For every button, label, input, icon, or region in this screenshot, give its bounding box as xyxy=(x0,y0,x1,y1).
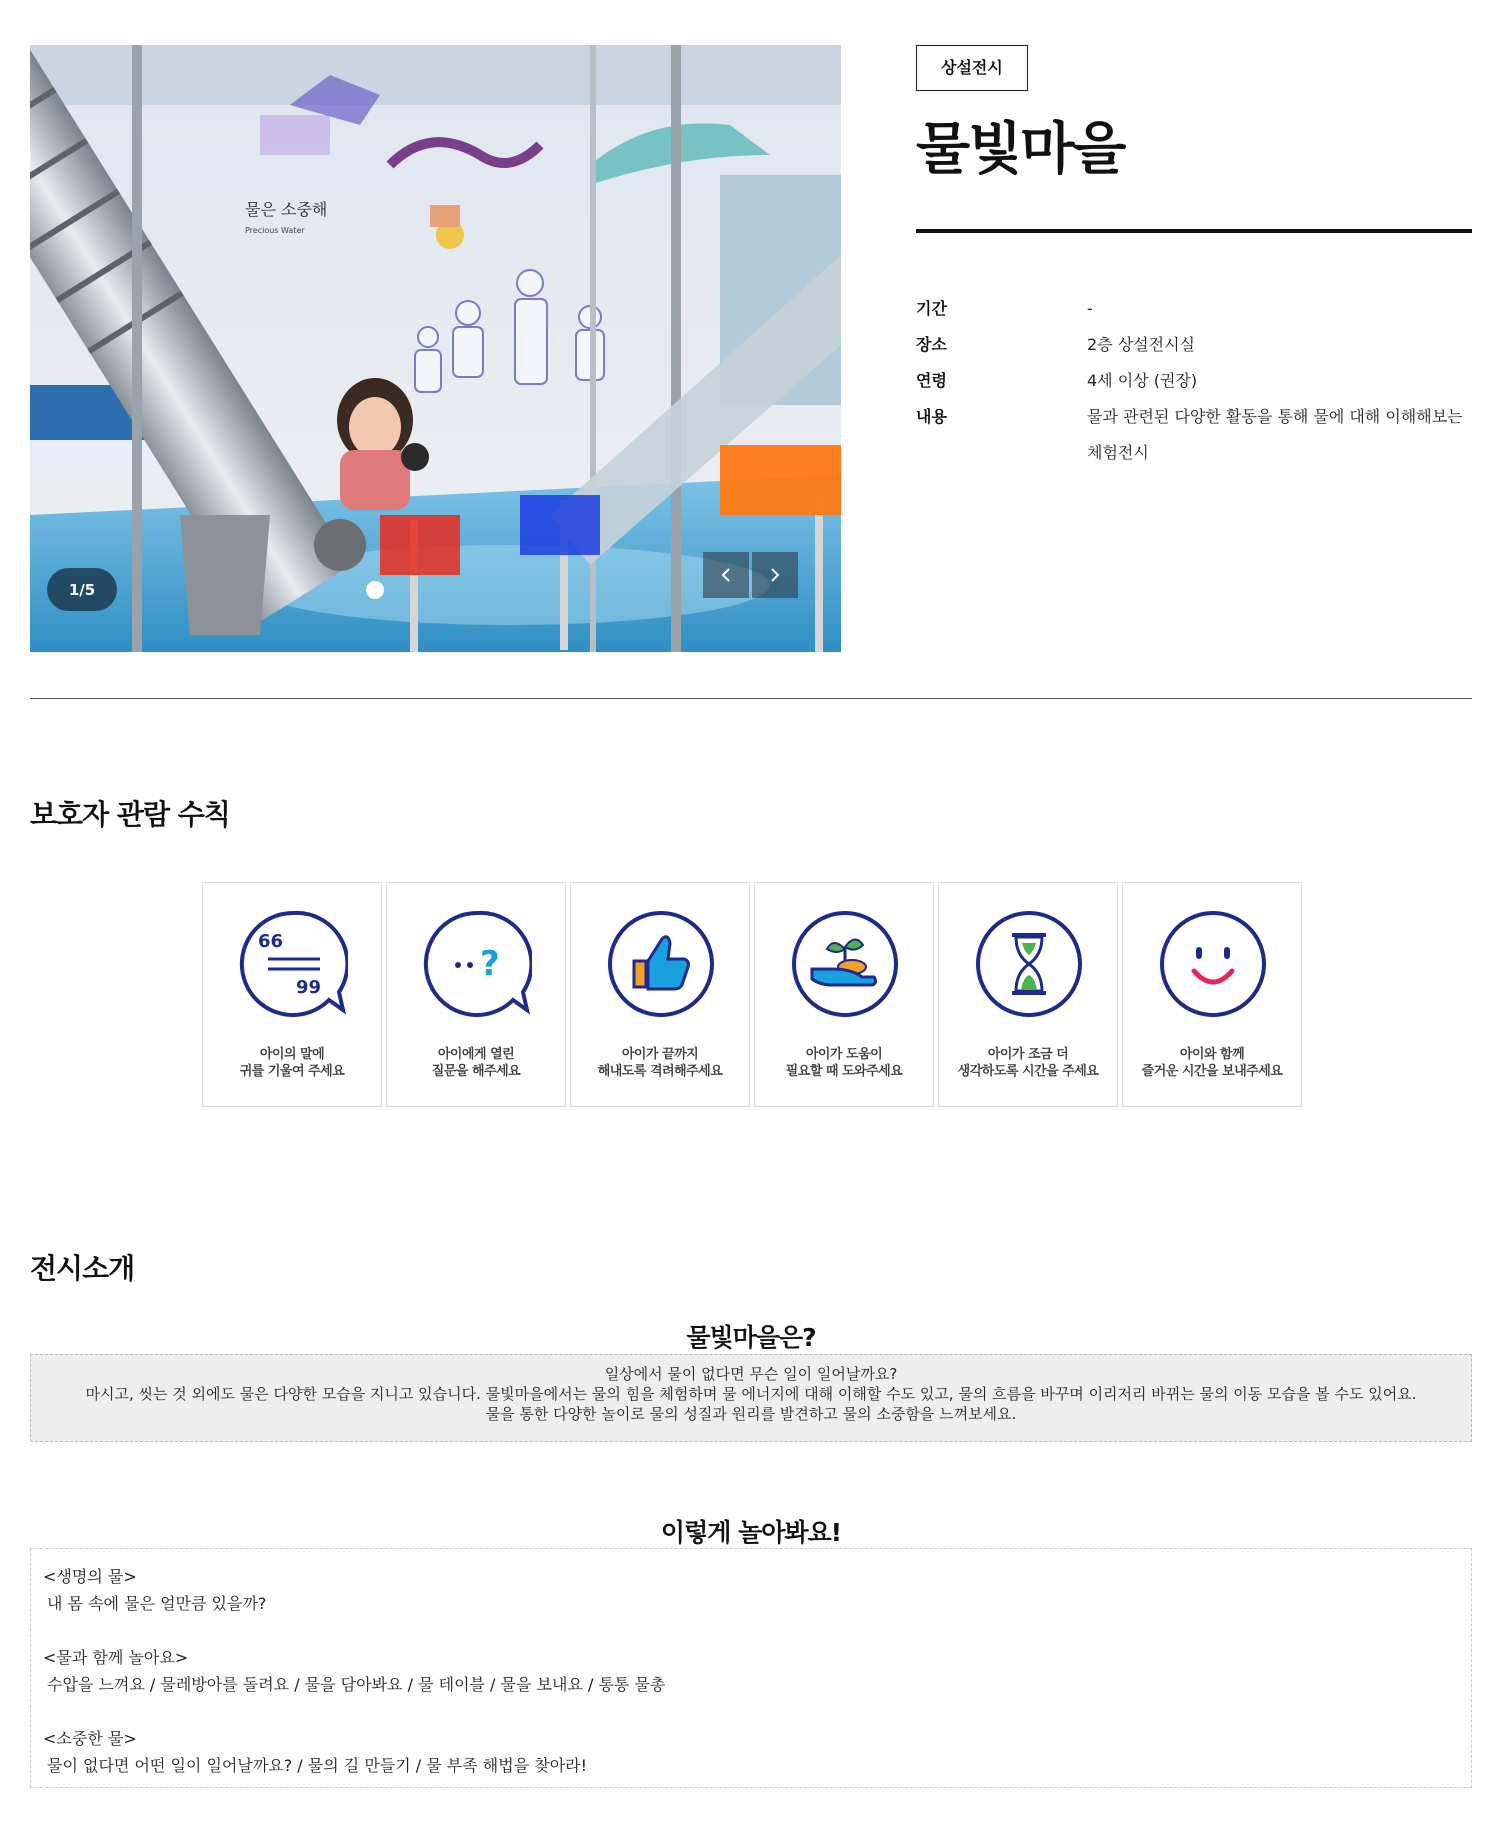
play-group-name: <소중한 물> xyxy=(43,1729,137,1748)
hourglass-icon xyxy=(974,909,1084,1019)
rule-caption xyxy=(939,1046,1117,1080)
meta-key: 장소 xyxy=(916,335,947,354)
play-group xyxy=(43,1725,1459,1779)
title-divider xyxy=(916,229,1472,233)
quote-bubble-icon xyxy=(238,909,348,1019)
exhibit-info xyxy=(916,45,1472,471)
rule-caption-line2: 즐거운 시간을 보내주세요 xyxy=(1141,1064,1283,1079)
svg-text:99: 99 xyxy=(296,977,322,998)
rule-caption xyxy=(203,1046,381,1080)
play-group xyxy=(43,1644,1459,1698)
rule-caption-line2: 생각하도록 시간을 주세요 xyxy=(957,1064,1099,1079)
rule-card xyxy=(1122,882,1302,1107)
about-line: 일상에서 물이 없다면 무슨 일이 일어날까요? xyxy=(604,1365,898,1383)
wall-text-title: 물은 소중해 xyxy=(245,200,328,219)
meta-value: 2층 상설전시실 xyxy=(1087,335,1196,354)
rule-caption-line1: 아이가 조금 더 xyxy=(987,1047,1069,1062)
meta-row-location xyxy=(916,327,1472,363)
meta-key: 연령 xyxy=(916,371,947,390)
rule-card xyxy=(570,882,750,1107)
smiley-icon xyxy=(1158,909,1268,1019)
about-line: 물을 통한 다양한 놀이로 물의 성질과 원리를 발견하고 물의 소중함을 느껴보세요. xyxy=(485,1405,1017,1423)
exhibit-meta xyxy=(916,291,1472,471)
intro-title: 전시소개 xyxy=(30,1252,135,1285)
meta-value: 물과 관련된 다양한 활동을 통해 물에 대해 이해해보는 체험전시 xyxy=(1087,407,1463,462)
meta-row-age xyxy=(916,363,1472,399)
meta-value: 4세 이상 (권장) xyxy=(1087,371,1198,390)
play-heading: 이렇게 놀아봐요! xyxy=(660,1518,842,1547)
rule-caption xyxy=(1123,1046,1301,1080)
play-box xyxy=(30,1548,1472,1788)
rule-caption-line1: 아이가 끝까지 xyxy=(621,1047,699,1062)
play-group xyxy=(43,1563,1459,1617)
rule-caption-line2: 귀를 기울여 주세요 xyxy=(239,1064,345,1079)
guardian-rules-title: 보호자 관람 수칙 xyxy=(30,798,230,831)
sprout-hand-icon xyxy=(790,909,900,1019)
rule-caption-line1: 아이의 말에 xyxy=(259,1047,325,1062)
wall-text-sub: Precious Water xyxy=(245,226,305,235)
rule-caption-line1: 아이가 도움이 xyxy=(805,1047,883,1062)
about-line: 마시고, 씻는 것 외에도 물은 다양한 모습을 지니고 있습니다. 물빛마을에서는 물의 힘을 체험하며 물 에너지에 대해 이해할 수도 있고, 물의 흐름을 바꾸며 이리저리 바뀌는 물의 이동 모습을 볼 수도 있어요. xyxy=(85,1385,1417,1403)
about-box xyxy=(30,1354,1472,1442)
rule-card xyxy=(754,882,934,1107)
exhibit-title: 물빛마을 xyxy=(916,117,1125,182)
thumbs-up-icon xyxy=(606,909,716,1019)
meta-value: - xyxy=(1087,299,1093,318)
prev-slide-button[interactable] xyxy=(703,552,749,598)
rule-caption-line2: 질문을 해주세요 xyxy=(431,1064,521,1079)
next-slide-button[interactable] xyxy=(752,552,798,598)
svg-text:?: ? xyxy=(480,944,500,984)
chevron-left-icon xyxy=(718,567,734,583)
section-divider xyxy=(30,698,1472,699)
guardian-rules-cards xyxy=(202,882,1302,1107)
play-group-items: 물이 없다면 어떤 일이 일어날까요? / 물의 길 만들기 / 물 부족 해법을 찾아라! xyxy=(47,1756,588,1775)
meta-key: 내용 xyxy=(916,407,947,426)
svg-text:66: 66 xyxy=(258,931,284,952)
rule-caption-line1: 아이에게 열린 xyxy=(437,1047,515,1062)
chevron-right-icon xyxy=(767,567,783,583)
meta-row-period xyxy=(916,291,1472,327)
question-bubble-icon xyxy=(422,909,532,1019)
slide-counter: 1/5 xyxy=(47,568,117,611)
rule-card xyxy=(938,882,1118,1107)
category-badge: 상설전시 xyxy=(916,45,1028,91)
rule-card xyxy=(386,882,566,1107)
rule-caption xyxy=(571,1046,749,1080)
rule-caption xyxy=(387,1046,565,1080)
play-group-name: <생명의 물> xyxy=(43,1567,137,1586)
play-group-items: 수압을 느껴요 / 물레방아를 돌려요 / 물을 담아봐요 / 물 테이블 / 물을 보내요 / 통통 물총 xyxy=(47,1675,666,1694)
rule-card xyxy=(202,882,382,1107)
meta-row-content xyxy=(916,399,1472,471)
rule-caption-line2: 필요할 때 도와주세요 xyxy=(785,1064,903,1079)
photo-gallery[interactable] xyxy=(30,45,841,652)
meta-key: 기간 xyxy=(916,299,947,318)
exhibit-header xyxy=(30,45,1472,655)
rule-caption-line1: 아이와 함께 xyxy=(1179,1047,1245,1062)
play-group-name: <물과 함께 놀아요> xyxy=(43,1648,189,1667)
about-heading: 물빛마을은? xyxy=(686,1323,816,1352)
rule-caption xyxy=(755,1046,933,1080)
play-group-items: 내 몸 속에 물은 얼만큼 있을까? xyxy=(47,1594,267,1613)
rule-caption-line2: 해내도록 격려해주세요 xyxy=(597,1064,723,1079)
